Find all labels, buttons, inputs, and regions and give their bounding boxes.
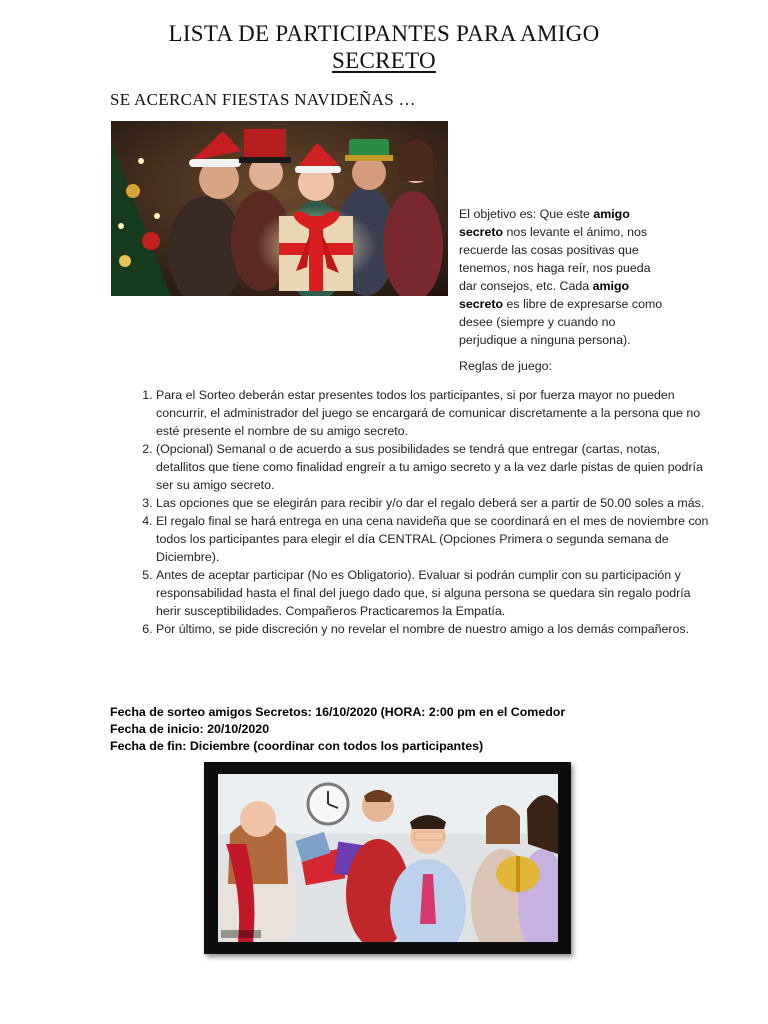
rule-item-5: 5. Antes de aceptar participar (No es Obligatorio). Evaluar si podrán cumplir con su participación y responsabilidad hasta el final del juego dado que, si alguna persona se quedara sin regalo podría herir susceptibilidades. Compañeros Practicaremos la Empatía. bbox=[156, 566, 711, 620]
christmas-friends-photo bbox=[111, 121, 448, 296]
title-line-1: LISTA DE PARTICIPANTES PARA AMIGO bbox=[168, 21, 600, 46]
christmas-friends-illustration bbox=[111, 121, 448, 296]
office-gift-photo-content bbox=[218, 774, 558, 942]
date-sorteo: Fecha de sorteo amigos Secretos: 16/10/2020 (HORA: 2:00 pm en el Comedor bbox=[110, 705, 566, 719]
title-line-2: SECRETO bbox=[332, 48, 436, 73]
objective-part-2: nos levante el ánimo, nos recuerde las cosas positivas que tenemos, nos haga reír, nos pueda dar consejos, etc. Cada bbox=[459, 225, 651, 293]
rule-item-1: 1. Para el Sorteo deberán estar presentes todos los participantes, si por fuerza mayor no pueden concurrir, el administrador del juego se encargará de comunicar discretamente a la persona que no esté presente el nombre de su amigo secreto. bbox=[156, 386, 711, 440]
rule-item-6: 6. Por último, se pide discreción y no revelar el nombre de nuestro amigo a los demás compañeros. bbox=[156, 620, 711, 638]
office-gift-exchange-photo bbox=[204, 762, 571, 954]
rule-item-4: 4. El regalo final se hará entrega en una cena navideña que se coordinará en el mes de noviembre con todos los participantes para elegir el día CENTRAL (Opciones Primera o segunda semana de Diciembre). bbox=[156, 512, 711, 566]
rule-item-3: 3. Las opciones que se elegirán para recibir y/o dar el regalo deberá ser a partir de 50.00 soles a más. bbox=[156, 494, 711, 512]
objective-part-1: El objetivo es: Que este bbox=[459, 207, 594, 221]
rules-heading: Reglas de juego: bbox=[459, 359, 552, 373]
office-gift-illustration bbox=[218, 774, 558, 942]
rules-list bbox=[110, 386, 711, 638]
date-inicio: Fecha de inicio: 20/10/2020 bbox=[110, 722, 270, 736]
objective-part-3: es libre de expresarse como desee (siempre y cuando no perjudique a ninguna persona). bbox=[459, 297, 663, 347]
document-title bbox=[100, 20, 668, 74]
objective-bold-1: amigo secreto bbox=[459, 207, 630, 239]
date-fin: Fecha de fin: Diciembre (coordinar con todos los participantes) bbox=[110, 739, 484, 753]
dates-block bbox=[110, 704, 565, 755]
document-subtitle: SE ACERCAN FIESTAS NAVIDEÑAS … bbox=[110, 90, 416, 109]
rule-item-2: 2. (Opcional) Semanal o de acuerdo a sus posibilidades se tendrá que entregar (cartas, notas, detallitos que tiene como finalidad engreír a tu amigo secreto y a la vez darle pistas de quien podría ser su amigo secreto. bbox=[156, 440, 711, 494]
objective-text bbox=[459, 205, 664, 349]
objective-bold-2: amigo secreto bbox=[459, 279, 630, 311]
